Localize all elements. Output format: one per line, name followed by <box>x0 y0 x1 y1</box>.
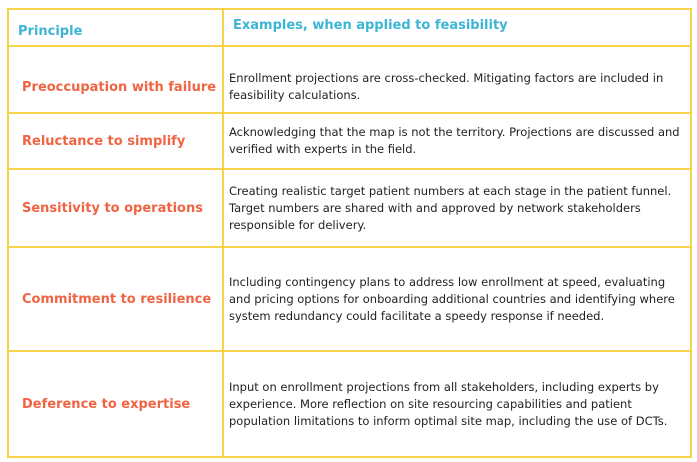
example-cell: Creating realistic target patient numbers at each stage in the patient funnel. Target numbers are shared with and approved by network stakeholders responsible for delivery. <box>229 183 672 232</box>
example-cell: Acknowledging that the map is not the territory. Projections are discussed and verified with experts in the field. <box>229 125 680 156</box>
example-cell: Input on enrollment projections from all stakeholders, including experts by experience. More reflection on site resourcing capabilities and patient population limitations to inform optimal site map, including the use of DCTs. <box>229 379 668 428</box>
table-row <box>9 170 690 248</box>
table-row <box>9 62 690 114</box>
header-examples: Examples, when applied to feasibility <box>233 18 508 33</box>
table-row <box>9 352 690 456</box>
principle-cell: Sensitivity to operations <box>22 200 203 216</box>
table-header <box>9 10 690 47</box>
principles-table <box>7 8 692 458</box>
table-row <box>9 114 690 170</box>
principle-cell: Deference to expertise <box>22 396 191 412</box>
principle-cell: Reluctance to simplify <box>22 133 186 149</box>
example-cell: Including contingency plans to address low enrollment at speed, evaluating and pricing options for onboarding additional countries and identifying where system redundancy could facilitate a speedy response if needed. <box>229 274 675 323</box>
table-row <box>9 248 690 352</box>
principle-cell: Commitment to resilience <box>22 291 212 307</box>
example-cell: Enrollment projections are cross-checked. Mitigating factors are included in feasibility calculations. <box>229 71 664 102</box>
principle-cell: Preoccupation with failure <box>22 79 217 95</box>
header-principle: Principle <box>18 24 83 39</box>
